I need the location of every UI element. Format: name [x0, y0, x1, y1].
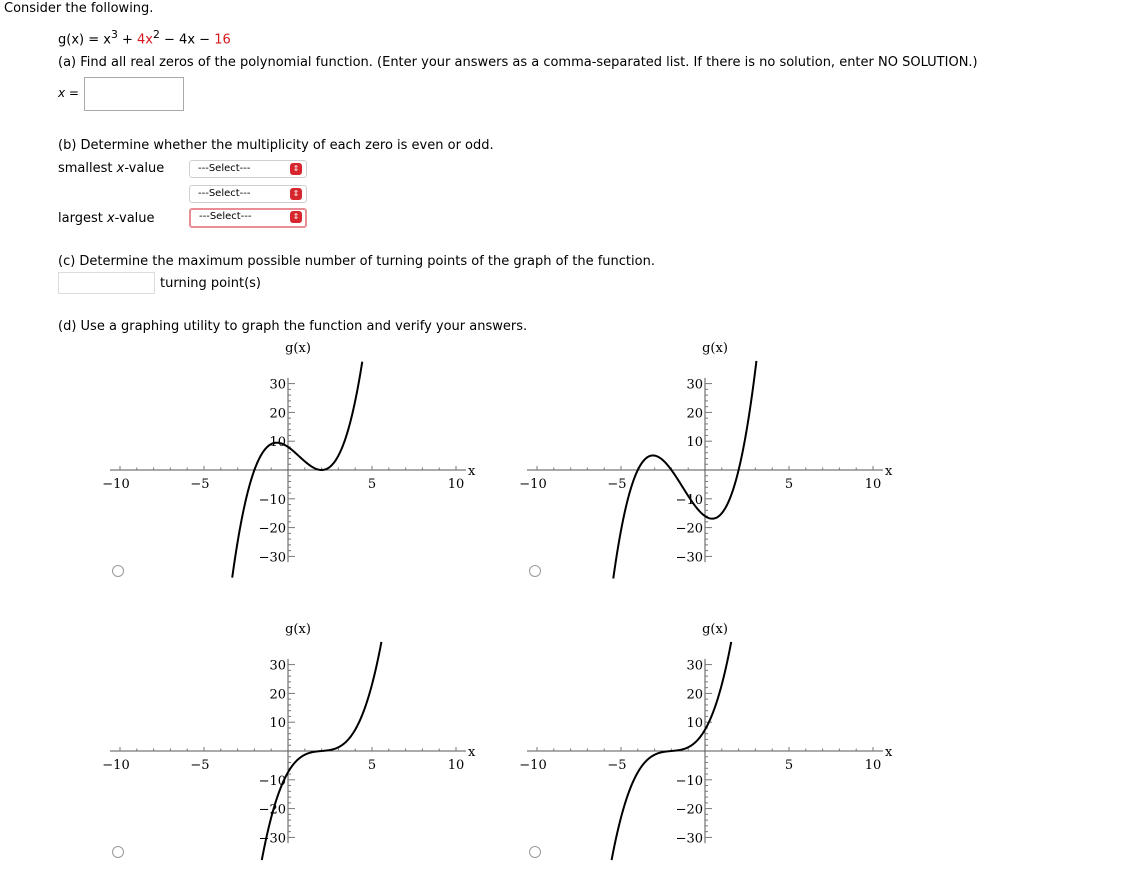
updown-arrow-icon: ⇕ [290, 163, 302, 175]
x-axis-label: x [885, 745, 893, 760]
y-tick-label: −20 [258, 802, 286, 818]
graph-option-3-radio[interactable] [112, 846, 124, 858]
y-tick-label: 10 [686, 435, 703, 451]
y-tick-label: 30 [269, 658, 286, 674]
select-value: ---Select--- [199, 211, 252, 222]
graph-3-group [102, 622, 476, 860]
part-a-prompt: (a) Find all real zeros of the polynomial function. (Enter your answers as a comma-separated list. If there is no solution, enter NO SOLUTION.) [58, 55, 978, 70]
x-tick-label: 10 [864, 758, 882, 773]
graph-option-1-radio[interactable] [112, 565, 124, 577]
term-4x-squared: 4x [137, 32, 153, 48]
select-multiplicity-largest[interactable] [189, 208, 307, 228]
x-tick-label: −10 [519, 477, 547, 492]
function-expression [58, 28, 231, 47]
turning-points-suffix: turning point(s) [160, 276, 261, 291]
smallest-x-value-label [58, 161, 164, 176]
term-x-cubed: x [103, 32, 111, 48]
x-axis-label: x [468, 745, 476, 760]
y-tick-label: −10 [675, 492, 703, 508]
operator-plus: + [117, 32, 138, 48]
updown-arrow-icon: ⇕ [290, 211, 302, 223]
label-var: x [106, 211, 115, 226]
x-tick-label: 10 [447, 477, 465, 492]
y-tick-label: 10 [269, 716, 286, 732]
exponent-2: 2 [152, 28, 160, 41]
chart-title: g(x) [702, 621, 728, 637]
x-tick-label: 5 [784, 758, 794, 773]
label-text: smallest [58, 161, 117, 176]
x-tick-label: −5 [607, 477, 627, 492]
function-lhs: g(x) = [58, 32, 104, 48]
y-tick-label: 30 [269, 377, 286, 393]
zeros-answer-input[interactable] [84, 77, 184, 111]
label-text: -value [124, 161, 165, 176]
x-tick-label: −5 [190, 477, 210, 492]
x-tick-label: 10 [447, 758, 465, 773]
y-tick-label: −30 [675, 550, 703, 566]
y-tick-label: −30 [258, 550, 286, 566]
exponent-3: 3 [110, 28, 118, 41]
y-tick-label: −10 [258, 492, 286, 508]
x-axis-label: x [468, 464, 476, 479]
label-var: x [116, 161, 125, 176]
graph-2-group [519, 341, 893, 579]
select-multiplicity-smallest[interactable] [189, 160, 307, 178]
chart-title: g(x) [702, 340, 728, 356]
chart-title: g(x) [285, 340, 311, 356]
y-tick-label: 20 [686, 687, 703, 703]
y-tick-label: −20 [258, 521, 286, 537]
term-constant: 16 [214, 32, 231, 48]
y-tick-label: 20 [686, 406, 703, 422]
updown-arrow-icon: ⇕ [290, 188, 302, 200]
part-b-prompt: (b) Determine whether the multiplicity of each zero is even or odd. [58, 138, 494, 153]
x-axis-label: x [885, 464, 893, 479]
label-text: -value [114, 211, 155, 226]
y-tick-label: −10 [675, 773, 703, 789]
select-multiplicity-middle[interactable] [189, 185, 307, 203]
x-tick-label: 10 [864, 477, 882, 492]
turning-points-input[interactable] [58, 272, 155, 294]
label-text: largest [58, 211, 107, 226]
x-tick-label: −5 [190, 758, 210, 773]
y-tick-label: −30 [258, 831, 286, 847]
graph-1-group [102, 341, 476, 578]
select-value: ---Select--- [198, 188, 251, 199]
intro-text: Consider the following. [4, 1, 154, 16]
y-tick-label: −20 [675, 521, 703, 537]
y-tick-label: 20 [269, 406, 286, 422]
y-tick-label: −20 [675, 802, 703, 818]
x-tick-label: −10 [102, 758, 130, 773]
x-tick-label: −10 [102, 477, 130, 492]
graph-4-group [519, 622, 893, 860]
x-tick-label: 5 [367, 477, 377, 492]
x-equals-label: x = [58, 86, 79, 100]
graph-option-4-radio[interactable] [529, 846, 541, 858]
x-tick-label: 5 [367, 758, 377, 773]
y-tick-label: −10 [258, 773, 286, 789]
y-tick-label: 10 [269, 435, 286, 451]
select-value: ---Select--- [198, 163, 251, 174]
x-tick-label: −10 [519, 758, 547, 773]
term-4x: 4x [179, 32, 196, 48]
y-tick-label: −30 [675, 831, 703, 847]
part-c-prompt: (c) Determine the maximum possible number of turning points of the graph of the function. [58, 254, 655, 269]
y-tick-label: 20 [269, 687, 286, 703]
y-tick-label: 10 [686, 716, 703, 732]
graph-option-2-radio[interactable] [529, 565, 541, 577]
chart-title: g(x) [285, 621, 311, 637]
y-tick-label: 30 [686, 377, 703, 393]
operator-minus-2: − [195, 32, 215, 48]
x-tick-label: 5 [784, 477, 794, 492]
y-tick-label: 30 [686, 658, 703, 674]
part-d-prompt: (d) Use a graphing utility to graph the function and verify your answers. [58, 319, 528, 334]
operator-minus-1: − [159, 32, 180, 48]
largest-x-value-label [58, 211, 155, 226]
x-tick-label: −5 [607, 758, 627, 773]
